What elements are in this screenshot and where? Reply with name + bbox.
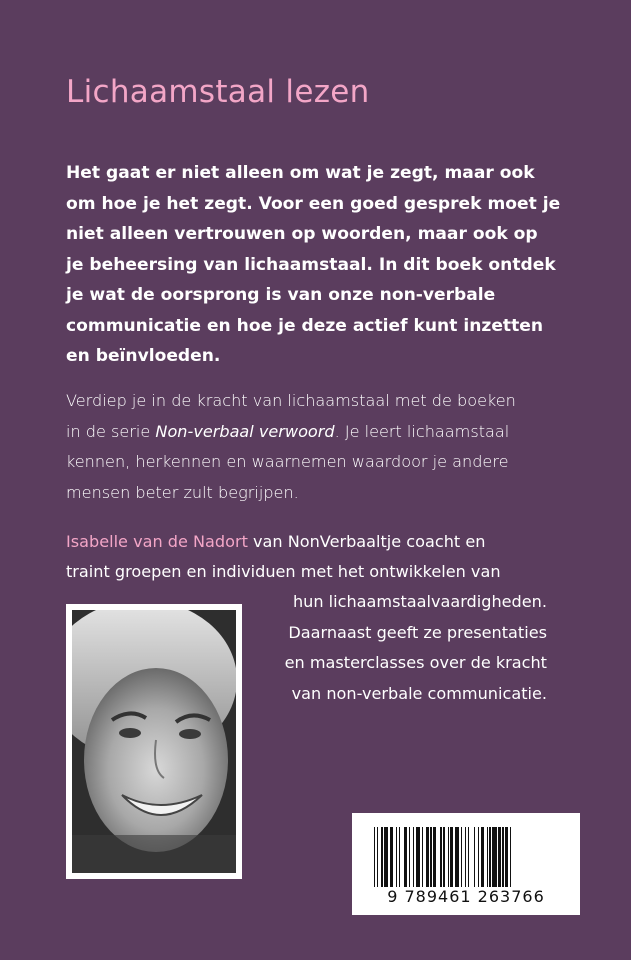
series-line [66,417,586,448]
isbn-barcode [352,813,580,915]
series-line: kennen, herkennen en waarnemen waardoor je andere [66,452,509,471]
intro-line: en beïnvloeden. [66,346,221,366]
series-paragraph [66,386,586,508]
bio-line: van non-verbale communicatie. [291,683,547,703]
series-name: Non-verbaal verwoord [155,421,335,441]
intro-line: communicatie en hoe je deze actief kunt inzetten [66,315,544,336]
author-line-2: traint groepen en individuen met het ontwikkelen van [66,562,501,581]
author-name: Isabelle van de Nadort [66,532,248,551]
series-text: in de serie [66,421,156,441]
intro-paragraph [66,158,576,372]
author-photo [66,604,242,879]
intro-line: je beheersing van lichaamstaal. In dit boek ontdek [66,254,556,275]
author-portrait-image [72,610,236,873]
bio-line: en masterclasses over de kracht [284,653,547,672]
series-text: . Je leert lichaamstaal [334,421,510,441]
barcode-bar [510,827,511,887]
intro-line: om hoe je het zegt. Voor een goed gesprek moet je [66,193,561,214]
bio-line: Daarnaast geeft ze presentaties [288,622,547,642]
author-line [66,527,485,558]
intro-line: Het gaat er niet alleen om wat je zegt, maar ook [66,163,535,183]
author-text: van NonVerbaaltje coacht en [247,532,486,551]
intro-line: je wat de oorsprong is van onze non-verbale [66,285,496,305]
author-bio [285,587,547,709]
isbn-number: 9 789461 263766 [387,887,545,906]
intro-line: niet alleen vertrouwen op woorden, maar ook op [66,224,538,244]
barcode-bars [374,827,558,887]
series-line: Verdiep je in de kracht van lichaamstaal met de boeken [66,391,516,410]
book-title: Lichaamstaal lezen [66,74,370,110]
series-line: mensen beter zult begrijpen. [66,482,299,502]
bio-line: hun lichaamstaalvaardigheden. [292,592,547,611]
portrait-illustration [72,610,236,873]
